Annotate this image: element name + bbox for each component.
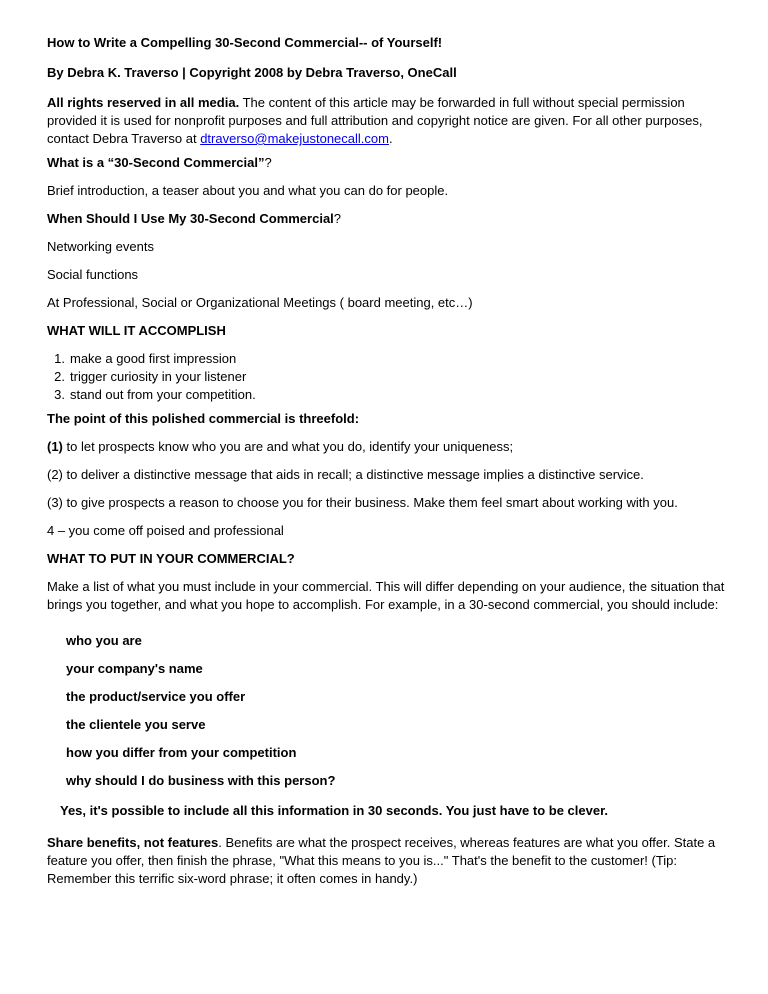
point-item: 4 – you come off poised and professional	[47, 523, 284, 538]
benefits-paragraph	[47, 834, 727, 888]
benefits-text: . Benefits are what the prospect receives, whereas features are what you offer. State a feature you offer, then finish the phrase, "What this means to you is..." That's the benefit to the customer! (Tip: Remember this terrific six-word phrase; it often comes in handy.)	[47, 835, 716, 886]
include-item: how you differ from your competition	[66, 745, 297, 760]
include-item: why should I do business with this person?	[66, 773, 336, 788]
accomplish-list	[47, 350, 727, 404]
list-number: 1.	[54, 351, 65, 366]
include-item: who you are	[66, 633, 142, 648]
rights-paragraph	[47, 94, 727, 148]
use-item: Social functions	[47, 267, 139, 282]
point-number: (1)	[47, 439, 63, 454]
include-item: your company's name	[66, 661, 203, 676]
list-text: make a good first impression	[70, 351, 237, 366]
what-is-answer: Brief introduction, a teaser about you and what you can do for people.	[47, 183, 449, 198]
list-number: 2.	[54, 369, 65, 384]
list-number: 3.	[54, 387, 65, 402]
question-what-is-bold: What is a “30-Second Commercial”	[47, 155, 265, 170]
accomplish-heading: WHAT WILL IT ACCOMPLISH	[47, 323, 226, 338]
include-item: the product/service you offer	[66, 689, 246, 704]
question-when-end: ?	[333, 211, 342, 226]
point-item: (2) to deliver a distinctive message that aids in recall; a distinctive message implies a distinctive service.	[47, 467, 644, 482]
list-item	[47, 386, 727, 404]
rights-text: The content of this article may be forwarded in full without special permission provided it is used for nonprofit purposes and full attribution and copyright notice are given. For all other purposes, contact Debra Traverso at	[47, 95, 703, 146]
put-intro: Make a list of what you must include in your commercial. This will differ depending on your audience, the situation that brings you together, and what you hope to accomplish. For example, in a 30-second commercial, you should include:	[47, 579, 725, 612]
question-when-bold: When Should I Use My 30-Second Commercial	[47, 211, 334, 226]
point-item	[47, 438, 727, 456]
point-text: to let prospects know who you are and what you do, identify your uniqueness;	[62, 439, 514, 454]
question-what-is	[47, 154, 727, 172]
question-when	[47, 210, 727, 228]
put-heading: WHAT TO PUT IN YOUR COMMERCIAL?	[47, 551, 295, 566]
benefits-bold: Share benefits, not features	[47, 835, 219, 850]
email-link[interactable]: dtraverso@makejustonecall.com	[200, 131, 389, 146]
point-item: (3) to give prospects a reason to choose you for their business. Make them feel smart about working with you.	[47, 495, 678, 510]
use-item: Networking events	[47, 239, 154, 254]
list-text: stand out from your competition.	[70, 387, 256, 402]
question-what-is-end: ?	[264, 155, 272, 170]
clever-note: Yes, it's possible to include all this information in 30 seconds. You just have to be clever.	[60, 803, 609, 818]
list-item	[47, 350, 727, 368]
use-item: At Professional, Social or Organizational Meetings ( board meeting, etc…)	[47, 295, 473, 310]
list-text: trigger curiosity in your listener	[70, 369, 247, 384]
rights-bold: All rights reserved in all media.	[47, 95, 240, 110]
byline: By Debra K. Traverso | Copyright 2008 by Debra Traverso, OneCall	[47, 65, 457, 80]
include-item: the clientele you serve	[66, 717, 206, 732]
rights-end: .	[388, 131, 393, 146]
list-item	[47, 368, 727, 386]
document-title: How to Write a Compelling 30-Second Commercial-- of Yourself!	[47, 35, 443, 50]
point-heading: The point of this polished commercial is threefold:	[47, 411, 360, 426]
